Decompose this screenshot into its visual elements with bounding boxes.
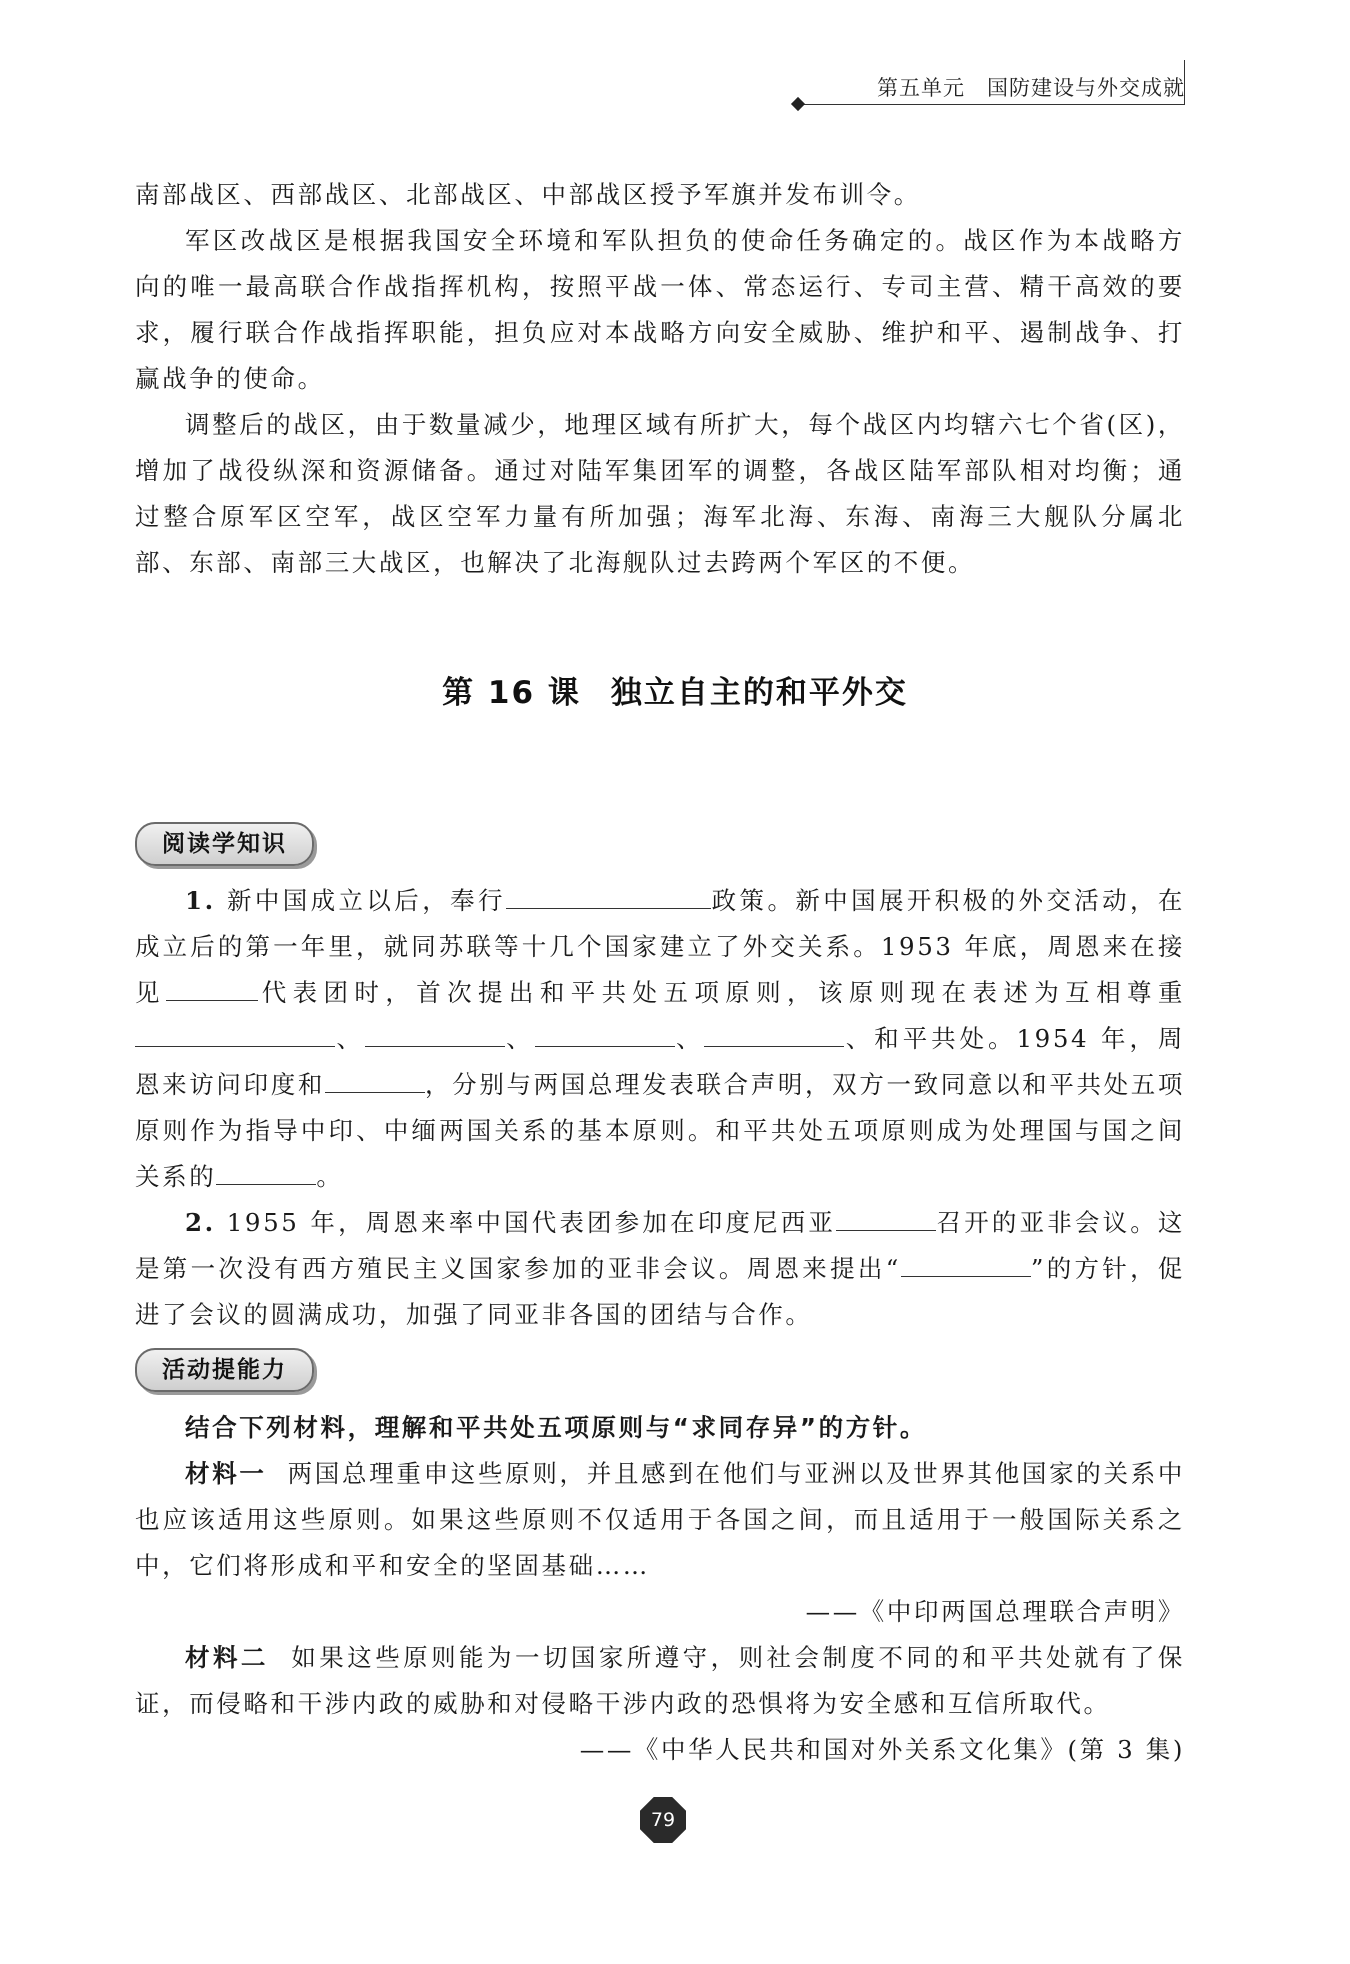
page-number	[640, 1797, 686, 1843]
material-1-label: 材料一	[185, 1459, 267, 1488]
activity-task: 结合下列材料，理解和平共处五项原则与“求同存异”的方针。	[185, 1413, 928, 1442]
material-1	[135, 1451, 1185, 1589]
answer-blank[interactable]	[836, 1206, 936, 1231]
section-tag-reading: 阅读学知识	[135, 822, 314, 866]
question-1-text: 新中国成立以后，奉行	[226, 886, 506, 915]
material-2-label: 材料二	[185, 1643, 269, 1672]
material-1-source: ——《中印两国总理联合声明》	[805, 1597, 1185, 1626]
question-1-text: 、	[504, 1024, 535, 1053]
intro-paragraph-1: 南部战区、西部战区、北部战区、中部战区授予军旗并发布训令。	[135, 180, 921, 209]
lesson-title	[0, 667, 1350, 712]
answer-blank[interactable]	[325, 1068, 425, 1093]
answer-blank[interactable]	[216, 1160, 316, 1185]
lesson-name: 独立自主的和平外交	[610, 675, 908, 711]
page-number-text: 79	[650, 1809, 676, 1831]
question-1	[135, 878, 1185, 1200]
material-2	[135, 1635, 1185, 1727]
running-header	[877, 72, 1185, 102]
material-2-text: 如果这些原则能为一切国家所遵守，则社会制度不同的和平共处就有了保证，而侵略和干涉内政的威胁和对侵略干涉内政的恐惧将为安全感和互信所取代。	[135, 1643, 1185, 1718]
intro-paragraph-2: 军区改战区是根据我国安全环境和军队担负的使命任务确定的。战区作为本战略方向的唯一最高联合作战指挥机构，按照平战一体、常态运行、专司主营、精干高效的要求，履行联合作战指挥职能，担负应对本战略方向安全威胁、维护和平、遏制战争、打赢战争的使命。	[135, 226, 1185, 393]
question-1-text: 代表团时，首次提出和平共处五项原则，该原则现在表述为互相尊重	[257, 978, 1185, 1007]
answer-blank[interactable]	[704, 1022, 844, 1047]
question-1-text: 。	[316, 1162, 344, 1191]
lesson-number: 第 16 课	[442, 675, 581, 711]
header-rule	[800, 104, 1185, 105]
question-1-text: 政策。新中国展开积极的外交活动，在成立后的第一年里，就同苏联等十几个国家建立了外交关系。1953 年底，周恩来在接见	[135, 886, 1186, 1007]
question-2-text: 召开的亚非会议。这是第一次没有西方殖民主义国家参加的亚非会议。周恩来提出“	[135, 1208, 1185, 1283]
material-1-text: 两国总理重申这些原则，并且感到在他们与亚洲以及世界其他国家的关系中也应该适用这些原则。如果这些原则不仅适用于各国之间，而且适用于一般国际关系之中，它们将形成和平和安全的坚固基础……	[135, 1459, 1185, 1580]
question-2	[135, 1200, 1185, 1338]
question-1-text: ，分别与两国总理发表联合声明，双方一致同意以和平共处五项原则作为指导中印、中缅两国关系的基本原则。和平共处五项原则成为处理国与国之间关系的	[135, 1070, 1185, 1191]
question-1-text: 、和平共处。1954 年，周恩来访问印度和	[135, 1024, 1185, 1099]
question-2-number: 2.	[185, 1208, 216, 1237]
diamond-icon	[791, 97, 805, 111]
answer-blank[interactable]	[135, 1022, 335, 1047]
question-2-text: ”的方针，促进了会议的圆满成功，加强了同亚非各国的团结与合作。	[135, 1254, 1186, 1329]
answer-blank[interactable]	[166, 976, 258, 1001]
answer-blank[interactable]	[365, 1022, 505, 1047]
unit-title: 国防建设与外交成就	[987, 76, 1185, 100]
material-2-source: ——《中华人民共和国对外关系文化集》(第 3 集)	[579, 1735, 1185, 1764]
question-1-text: 、	[335, 1024, 365, 1053]
unit-label: 第五单元	[877, 76, 965, 100]
question-1-number: 1.	[185, 886, 216, 915]
question-1-text: 、	[674, 1024, 705, 1053]
answer-blank[interactable]	[535, 1022, 675, 1047]
answer-blank[interactable]	[506, 884, 711, 909]
reading-questions	[135, 878, 1185, 1338]
activity-content	[135, 1405, 1185, 1773]
answer-blank[interactable]	[901, 1252, 1031, 1277]
intro-paragraph-3: 调整后的战区，由于数量减少，地理区域有所扩大，每个战区内均辖六七个省(区)，增加了战役纵深和资源储备。通过对陆军集团军的调整，各战区陆军部队相对均衡；通过整合原军区空军，战区空军力量有所加强；海军北海、东海、南海三大舰队分属北部、东部、南部三大战区，也解决了北海舰队过去跨两个军区的不便。	[135, 410, 1185, 577]
section-tag-activity: 活动提能力	[135, 1348, 314, 1392]
intro-text	[135, 172, 1185, 586]
question-2-text: 1955 年，周恩来率中国代表团参加在印度尼西亚	[226, 1208, 837, 1237]
